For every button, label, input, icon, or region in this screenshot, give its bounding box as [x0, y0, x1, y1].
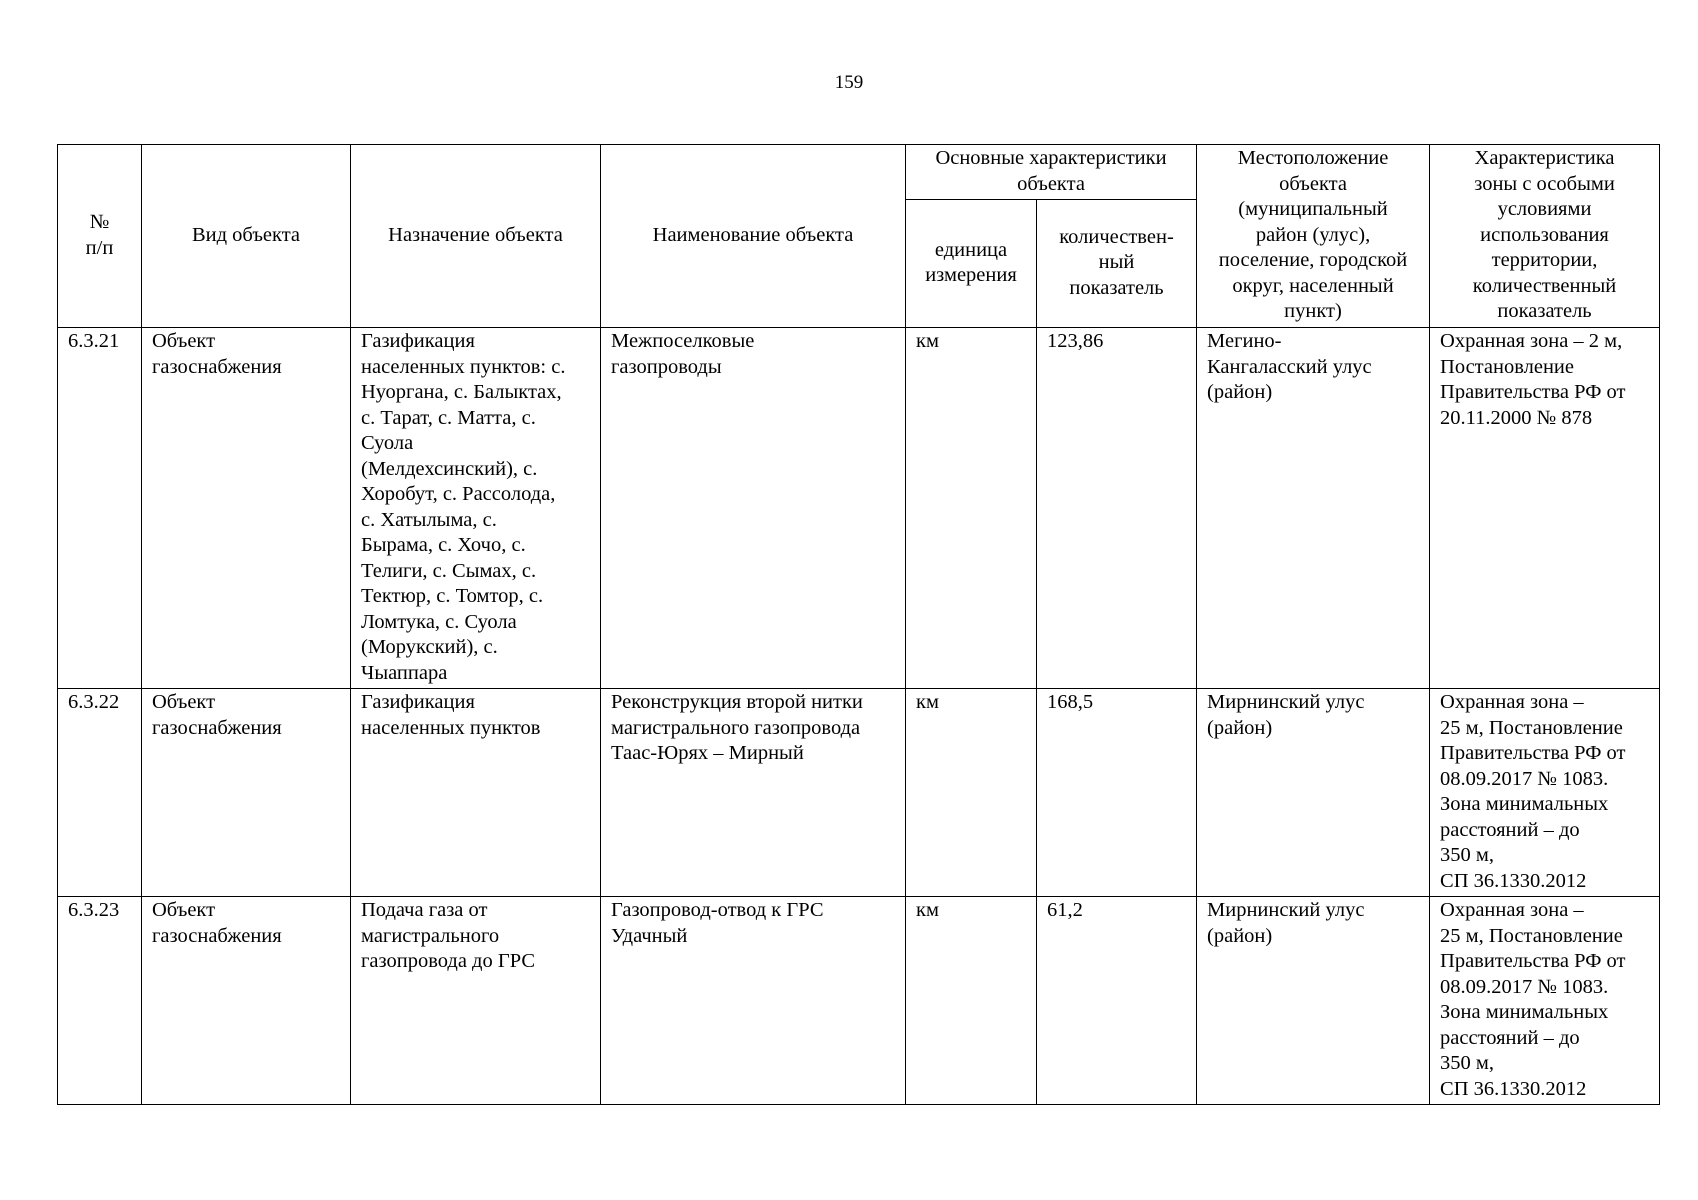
cell-purpose: Подача газа от магистрального газопровода до ГРС: [351, 897, 601, 1105]
cell-quantity: 61,2: [1037, 897, 1197, 1105]
cell-unit: км: [906, 689, 1037, 897]
table-row: [58, 897, 1660, 1105]
cell-name: Реконструкция второй нитки магистрального газопровода Таас-Юрях – Мирный: [601, 689, 906, 897]
table-body: [58, 328, 1660, 1105]
header-main-characteristics: Основные характеристики объекта: [906, 145, 1197, 200]
header-name: Наименование объекта: [601, 145, 906, 328]
cell-name: Газопровод-отвод к ГРС Удачный: [601, 897, 906, 1105]
cell-location: Мегино- Кангаласский улус (район): [1197, 328, 1430, 689]
cell-quantity: 168,5: [1037, 689, 1197, 897]
cell-zone: Охранная зона – 25 м, Постановление Правительства РФ от 08.09.2017 № 1083. Зона минимальных расстояний – до 350 м, СП 36.1330.2012: [1430, 689, 1660, 897]
cell-location: Мирнинский улус (район): [1197, 897, 1430, 1105]
cell-kind: Объект газоснабжения: [142, 328, 351, 689]
cell-num: 6.3.22: [58, 689, 142, 897]
header-kind: Вид объекта: [142, 145, 351, 328]
header-zone: Характеристика зоны с особыми условиями использования территории, количественный показатель: [1430, 145, 1660, 328]
table-header: [58, 145, 1660, 328]
header-location: Местоположение объекта (муниципальный район (улус), поселение, городской округ, населенный пункт): [1197, 145, 1430, 328]
cell-location: Мирнинский улус (район): [1197, 689, 1430, 897]
cell-purpose: Газификация населенных пунктов: [351, 689, 601, 897]
cell-num: 6.3.21: [58, 328, 142, 689]
cell-unit: км: [906, 328, 1037, 689]
header-row: [58, 145, 1660, 200]
cell-kind: Объект газоснабжения: [142, 689, 351, 897]
page-number: 159: [834, 72, 864, 93]
header-purpose: Назначение объекта: [351, 145, 601, 328]
header-quantity: количествен- ный показатель: [1037, 200, 1197, 328]
table-row: [58, 328, 1660, 689]
header-num: № п/п: [58, 145, 142, 328]
cell-quantity: 123,86: [1037, 328, 1197, 689]
cell-purpose: Газификация населенных пунктов: с. Нуоргана, с. Балыктах, с. Тарат, с. Матта, с. Суола (Мелдехсинский), с. Хоробут, с. Рассолода, с. Хатылыма, с. Бырама, с. Хочо, с. Телиги, с. Сымах, с. Тектюр, с. Томтор, с. Ломтука, с. Суола (Морукский), с. Чыаппара: [351, 328, 601, 689]
cell-zone: Охранная зона – 2 м, Постановление Правительства РФ от 20.11.2000 № 878: [1430, 328, 1660, 689]
header-unit: единица измерения: [906, 200, 1037, 328]
cell-name: Межпоселковые газопроводы: [601, 328, 906, 689]
cell-zone: Охранная зона – 25 м, Постановление Правительства РФ от 08.09.2017 № 1083. Зона минимальных расстояний – до 350 м, СП 36.1330.2012: [1430, 897, 1660, 1105]
objects-table: [57, 144, 1660, 1105]
cell-kind: Объект газоснабжения: [142, 897, 351, 1105]
cell-unit: км: [906, 897, 1037, 1105]
table-row: [58, 689, 1660, 897]
cell-num: 6.3.23: [58, 897, 142, 1105]
